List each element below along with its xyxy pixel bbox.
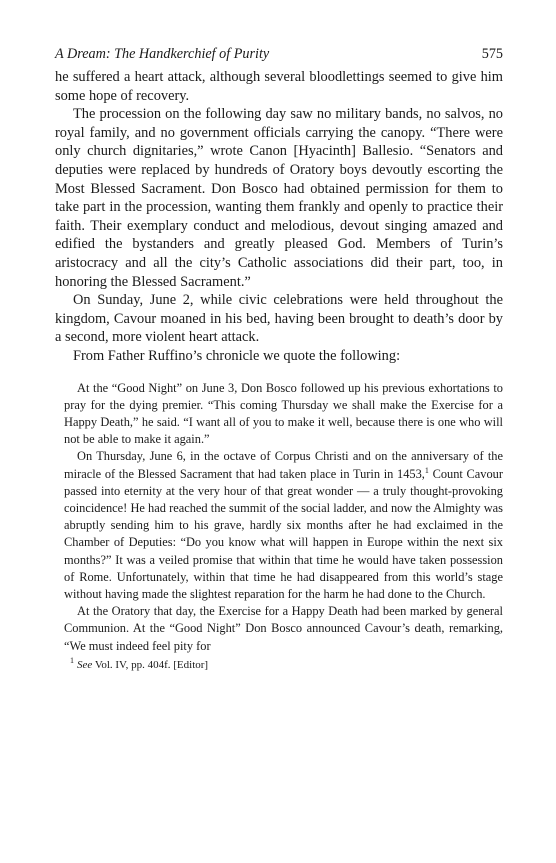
book-page — [55, 46, 503, 673]
quote-paragraph: At the Oratory that day, the Exercise for a Happy Death had been marked by general Communion. At the “Good Night” Don Bosco announced Cavour’s death, remarking, “We must indeed feel pity for — [64, 604, 503, 653]
paragraph: he suffered a heart attack, although several bloodlettings seemed to give him some hope of recovery. — [55, 69, 503, 104]
chapter-title: A Dream: The Handkerchief of Purity — [55, 46, 270, 62]
footnote-text: Vol. IV, pp. 404f. [Editor] — [92, 658, 209, 671]
chronicle-quote — [64, 380, 503, 655]
quote-paragraph — [64, 448, 503, 603]
main-text — [55, 68, 503, 366]
quote-text: On Thursday, June 6, in the octave of Corpus Christi and on the anniversary of the miracle of the Blessed Sacrament that had taken place in Turin in 1453, — [64, 449, 503, 481]
paragraph: From Father Ruffino’s chronicle we quote the following: — [73, 347, 401, 364]
paragraph: On Sunday, June 2, while civic celebrations were held throughout the kingdom, Cavour moaned in his bed, having been brought to death’s door by a second, more violent heart attack. — [55, 292, 503, 346]
footnote-reference[interactable]: 1 — [424, 465, 429, 475]
footnote — [70, 658, 503, 673]
quote-text: Count Cavour passed into eternity at the very hour of that great wonder — a truly thought-provoking coincidence! He had reached the summit of the social ladder, and now the Almighty was abruptly sending him to his grave, hardly six months after he had exclaimed in the Chamber of Deputies: “Do you know what will happen in Europe within the next six months?” It was a veiled promise that within that time he would have taken possession of Rome. Unfortunately, within that time he had disappeared from this world’s stage without having made the slightest reparation for the harm he had done to the Church. — [64, 466, 504, 601]
page-number: 575 — [481, 46, 503, 62]
quote-paragraph: At the “Good Night” on June 3, Don Bosco followed up his previous exhortations to pray for the dying premier. “This coming Thursday we shall make the Exercise for a Happy Death,” he said. “I want all of you to make it well, because there is one who will not be able to make it again.” — [64, 380, 503, 447]
paragraph: The procession on the following day saw no military bands, no salvos, no royal family, and no government officials carrying the canopy. “There were only church dignitaries,” wrote Canon [Hyacinth] Ballesio. “Senators and deputies were replaced by hundreds of Oratory boys devoutly escorting the Most Blessed Sacrament. Don Bosco had obtained permission for them to take part in the procession, wanting them frankly and openly to practice their faith. Their exemplary conduct and melodious, devout singing amazed and edified the bystanders and greatly pleased God. Members of Turin’s aristocracy and all the city’s Catholic associations did their part, too, in honoring the Blessed Sacrament.” — [55, 106, 503, 290]
running-head — [55, 46, 503, 66]
footnote-marker: 1 — [70, 656, 74, 666]
footnote-see: See — [77, 658, 93, 671]
